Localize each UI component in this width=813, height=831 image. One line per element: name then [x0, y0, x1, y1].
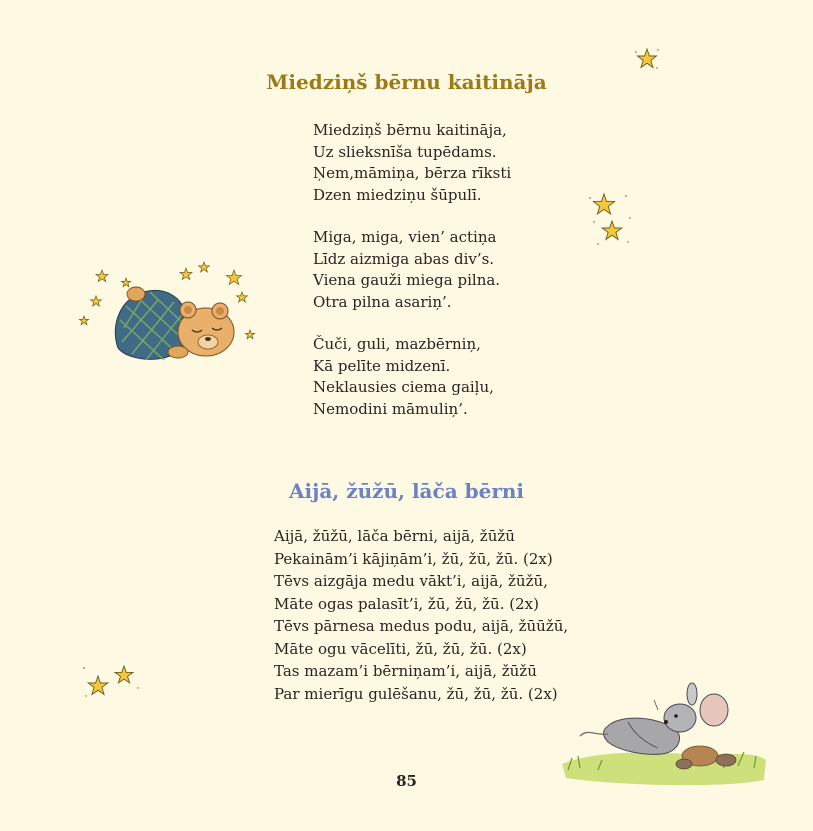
poem1-stanza	[313, 120, 511, 206]
star-icon	[634, 46, 660, 72]
poem1-stanza	[313, 334, 511, 420]
poem-line: Līdz aizmiga abas div’s.	[313, 249, 495, 268]
page-number: 85	[396, 772, 417, 790]
poem-line: Uz slieksnīša tupēdams.	[313, 142, 497, 161]
mouse-illustration	[558, 680, 770, 790]
sleeping-bear-illustration	[74, 256, 260, 366]
poem-line: Dzen miedziņu šūpulī.	[313, 185, 482, 204]
stars-cluster-icon	[80, 662, 142, 702]
poem-line: Viena gauži miega pilna.	[313, 271, 501, 289]
poem-line: Kā pelīte midzenī.	[313, 356, 451, 375]
poem-line: Tēvs pārnesa medus podu, aijā, žūūžū,	[274, 617, 569, 635]
poem-line: Tēvs aizgāja medu vākt’i, aijā, žūžū,	[274, 572, 548, 590]
stars-cluster-icon	[586, 188, 634, 250]
poem-line: Pekainām’i kājiņām’i, žū, žū, žū. (2x)	[274, 549, 553, 568]
poem-line: Čuči, guli, mazbērniņ,	[313, 335, 481, 353]
poem1-stanza	[313, 227, 511, 313]
poem1-body	[313, 120, 511, 420]
poem-line: Nemodini māmuliņ’.	[313, 399, 468, 418]
poem1-title: Miedziņš bērnu kaitināja	[266, 70, 547, 94]
poem-line: Tas mazam’i bērniņam’i, aijā, žūžū	[274, 662, 537, 680]
poem-line: Ņem,māmiņa, bērza rīksti	[313, 164, 512, 182]
poem-line: Par mierīgu gulēšanu, žū, žū, žū. (2x)	[274, 684, 558, 703]
poem-line: Aijā, žūžū, lāča bērni, aijā, žūžū	[274, 527, 515, 545]
poem2-body	[274, 525, 568, 705]
poem-line: Otra pilna asariņ’.	[313, 292, 452, 311]
poem-line: Neklausies ciema gaiļu,	[313, 378, 494, 396]
poem-line: Māte ogas palasīt’i, žū, žū, žū. (2x)	[274, 594, 539, 613]
poem-line: Māte ogu vācelīti, žū, žū, žū. (2x)	[274, 639, 527, 658]
poem-line: Miedziņš bērnu kaitināja,	[313, 121, 507, 139]
poem-line: Miga, miga, vien’ actiņa	[313, 228, 497, 246]
poem2-title: Aijā, žūžū, lāča bērni	[289, 479, 524, 503]
